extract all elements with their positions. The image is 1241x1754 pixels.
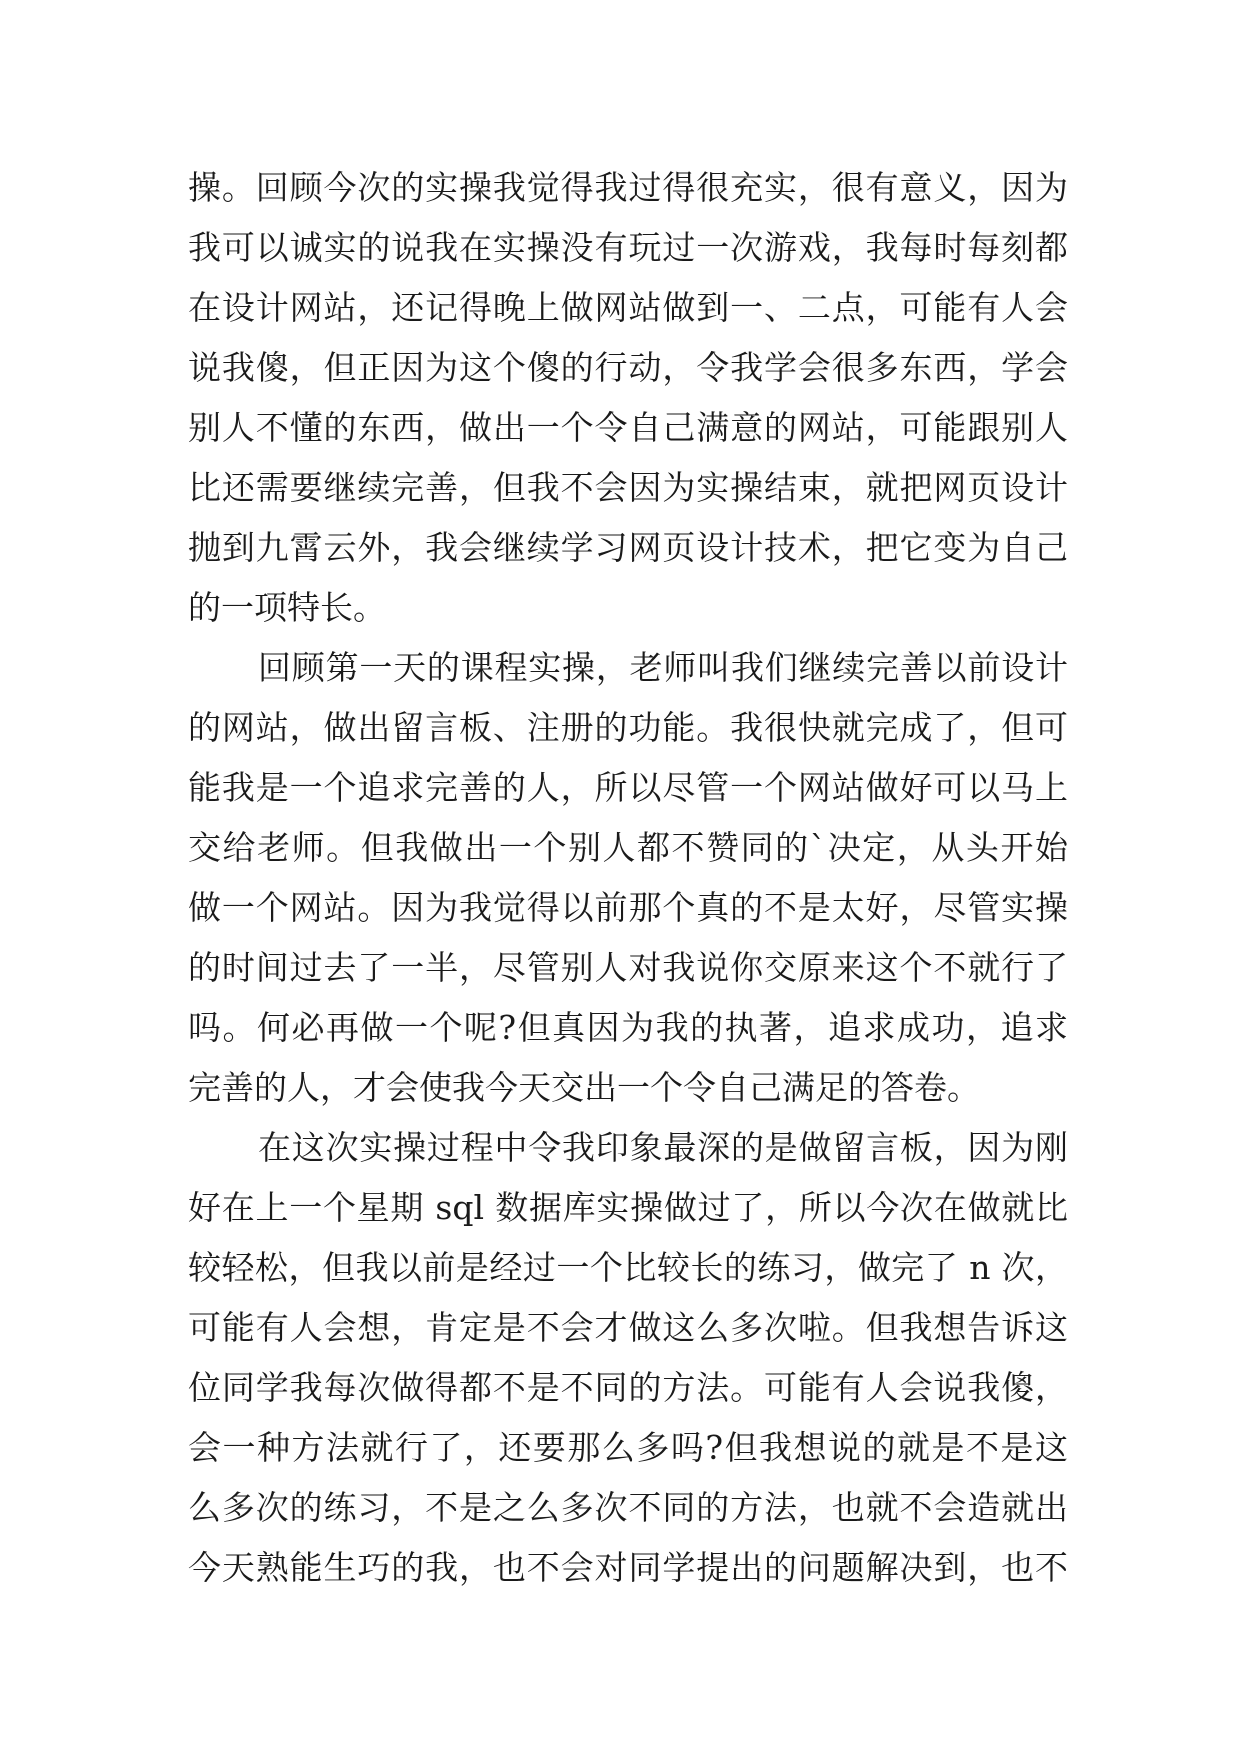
text-line: 做一个网站。因为我觉得以前那个真的不是太好，尽管实操 bbox=[188, 888, 1068, 927]
text-line: 别人不懂的东西，做出一个令自己满意的网站，可能跟别人 bbox=[188, 408, 1068, 447]
text-line: 操。回顾今次的实操我觉得我过得很充实，很有意义，因为 bbox=[188, 168, 1068, 207]
body-text bbox=[188, 158, 1068, 1598]
text-line: 可能有人会想，肯定是不会才做这么多次啦。但我想告诉这 bbox=[188, 1308, 1068, 1347]
text-line: 完善的人，才会使我今天交出一个令自己满足的答卷。 bbox=[188, 1068, 980, 1107]
text-line: 好在上一个星期 sql 数据库实操做过了，所以今次在做就比 bbox=[188, 1188, 1068, 1227]
text-line: 的一项特长。 bbox=[188, 588, 386, 627]
text-line: 吗。何必再做一个呢?但真因为我的执著，追求成功，追求 bbox=[188, 1008, 1068, 1047]
text-line: 在设计网站，还记得晚上做网站做到一、二点，可能有人会 bbox=[188, 288, 1068, 327]
paragraph-first-line: 回顾第一天的课程实操，老师叫我们继续完善以前设计 bbox=[258, 648, 1068, 687]
text-line: 今天熟能生巧的我，也不会对同学提出的问题解决到，也不 bbox=[188, 1548, 1068, 1587]
text-line: 能我是一个追求完善的人，所以尽管一个网站做好可以马上 bbox=[188, 768, 1068, 807]
text-line: 说我傻，但正因为这个傻的行动，令我学会很多东西，学会 bbox=[188, 348, 1068, 387]
text-line: 我可以诚实的说我在实操没有玩过一次游戏，我每时每刻都 bbox=[188, 228, 1068, 267]
text-line: 么多次的练习，不是之么多次不同的方法，也就不会造就出 bbox=[188, 1488, 1068, 1527]
text-line: 比还需要继续完善，但我不会因为实操结束，就把网页设计 bbox=[188, 468, 1068, 507]
text-line: 会一种方法就行了，还要那么多吗?但我想说的就是不是这 bbox=[188, 1428, 1068, 1467]
text-line: 的网站，做出留言板、注册的功能。我很快就完成了，但可 bbox=[188, 708, 1068, 747]
text-line: 的时间过去了一半，尽管别人对我说你交原来这个不就行了 bbox=[188, 948, 1068, 987]
text-line: 位同学我每次做得都不是不同的方法。可能有人会说我傻， bbox=[188, 1368, 1068, 1407]
paragraph-first-line: 在这次实操过程中令我印象最深的是做留言板，因为刚 bbox=[258, 1128, 1068, 1167]
text-line: 交给老师。但我做出一个别人都不赞同的`决定，从头开始 bbox=[188, 828, 1068, 867]
text-line: 抛到九霄云外，我会继续学习网页设计技术，把它变为自己 bbox=[188, 528, 1068, 567]
text-line: 较轻松，但我以前是经过一个比较长的练习，做完了 n 次， bbox=[188, 1248, 1068, 1287]
